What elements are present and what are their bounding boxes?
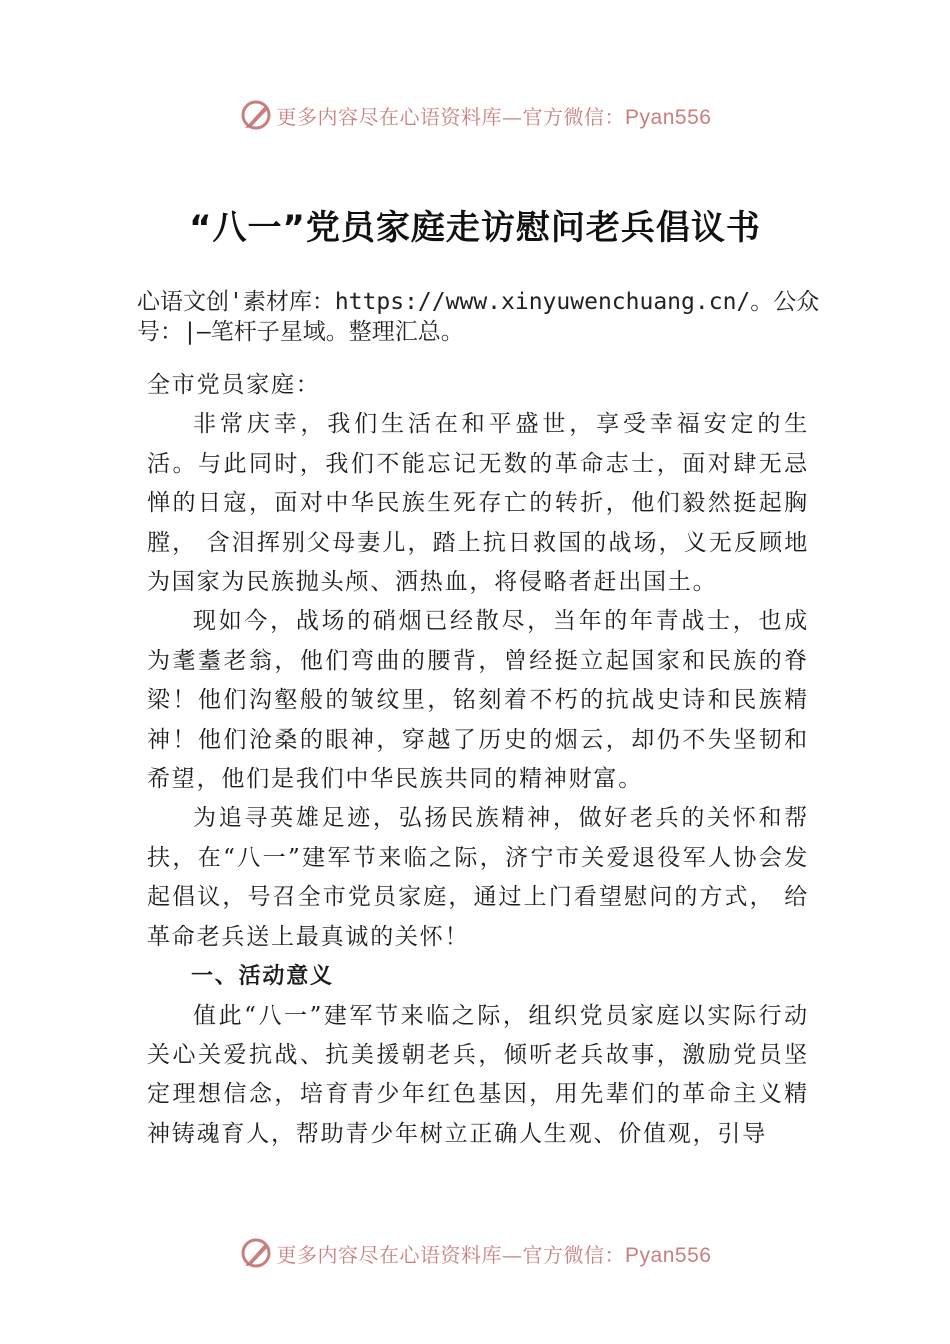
footer-wechat-id: Pyan556 xyxy=(625,1243,712,1267)
header-banner-cn: 更多内容尽在心语资料库—官方微信： xyxy=(276,104,626,129)
header-wechat-id: Pyan556 xyxy=(625,105,712,129)
quill-logo-icon xyxy=(239,98,273,132)
section-paragraph: 值此“八一”建军节来临之际，组织党员家庭以实际行动关心关爱抗战、抗美援朝老兵，倾听老兵故事，激励党员坚定理想信念，培育青少年红色基因，用先辈们的革命主义精神铸魂育人，帮助青少年树立正确人生观、价值观，引导 xyxy=(147,1002,809,1147)
document-body xyxy=(147,366,809,1154)
footer-banner-cn: 更多内容尽在心语资料库—官方微信： xyxy=(276,1242,626,1267)
source-note: 心语文创'素材库：https://www.xinyuwenchuang.cn/。公众号：|—笔杆子星域。整理汇总。 xyxy=(137,289,820,345)
quill-logo-icon xyxy=(239,1236,273,1270)
header-banner xyxy=(0,95,950,135)
body-paragraph: 为追寻英雄足迹，弘扬民族精神，做好老兵的关怀和帮扶，在“八一”建军节来临之际，济宁市关爱退役军人协会发起倡议，号召全市党员家庭，通过上门看望慰问的方式， 给革命老兵送上最真诚的关怀！ xyxy=(147,805,809,950)
footer-banner xyxy=(0,1233,950,1273)
section-heading: 一、活动意义 xyxy=(191,964,334,990)
salutation: 全市党员家庭： xyxy=(147,372,321,398)
body-paragraph: 现如今，战场的硝烟已经散尽，当年的年青战士，也成为耄耋老翁，他们弯曲的腰背，曾经挺立起国家和民族的脊梁！他们沟壑般的皱纹里，铭刻着不朽的抗战史诗和民族精神！他们沧桑的眼神，穿越了历史的烟云，却仍不失坚韧和希望，他们是我们中华民族共同的精神财富。 xyxy=(147,608,809,793)
body-paragraph: 非常庆幸，我们生活在和平盛世，享受幸福安定的生活。与此同时，我们不能忘记无数的革命志士，面对肆无忌惮的日寇，面对中华民族生死存亡的转折，他们毅然挺起胸膛， 含泪挥别父母妻儿，踏上抗日救国的战场，义无反顾地为国家为民族抛头颅、洒热血，将侵略者赶出国土。 xyxy=(147,411,809,596)
document-title: “八一”党员家庭走访慰问老兵倡议书 xyxy=(189,208,761,248)
footer-banner-text xyxy=(277,1239,712,1268)
header-banner-text xyxy=(277,101,712,130)
